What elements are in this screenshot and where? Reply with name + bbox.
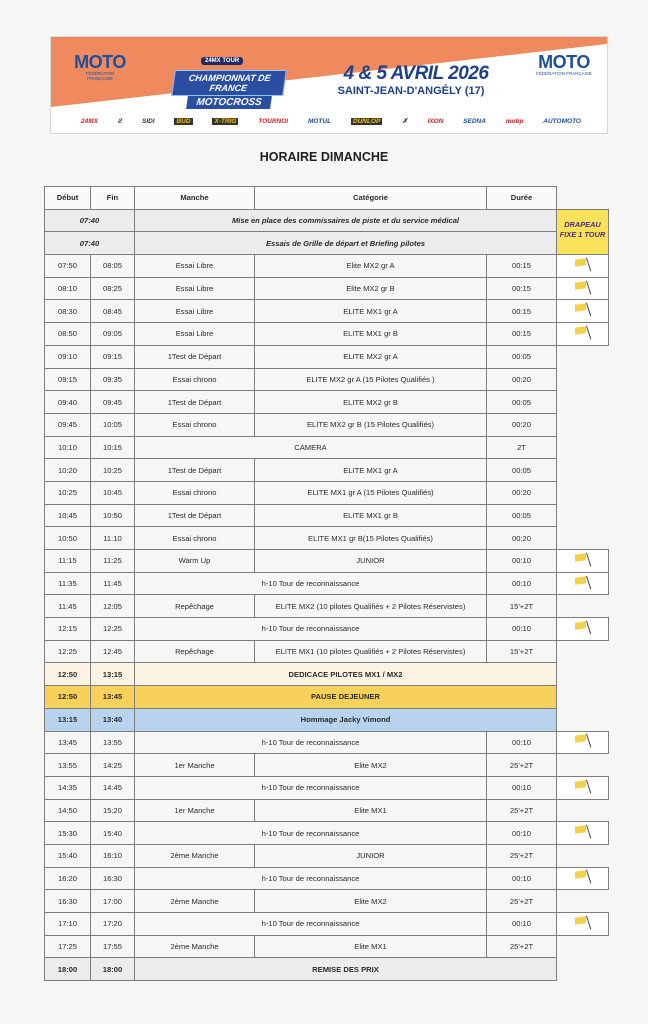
event-description: h-10 Tour de reconnaissance <box>135 572 487 595</box>
flag-spacer <box>557 413 609 436</box>
session-type: 2ème Manche <box>135 890 255 913</box>
event-description: DEDICACE PILOTES MX1 / MX2 <box>135 663 557 686</box>
start-time: 07:40 <box>45 209 135 232</box>
ffm-logo-left <box>73 53 127 81</box>
sponsor-logo: X-TRIG <box>214 117 237 125</box>
start-time: 13:55 <box>45 754 91 777</box>
table-row <box>45 209 609 232</box>
table-row <box>45 618 609 641</box>
end-time: 10:50 <box>91 504 135 527</box>
sponsor-logo: motip <box>505 117 524 125</box>
table-row <box>45 481 609 504</box>
start-time: 07:40 <box>45 232 135 255</box>
start-time: 07:50 <box>45 255 91 278</box>
yellow-flag-icon <box>574 281 592 295</box>
start-time: 15:40 <box>45 844 91 867</box>
flag-cell <box>557 550 609 573</box>
start-time: 12:25 <box>45 640 91 663</box>
table-row <box>45 776 609 799</box>
sponsor-logo: 24MX <box>81 117 98 125</box>
duration: 00:10 <box>487 776 557 799</box>
event-description: h-10 Tour de reconnaissance <box>135 731 487 754</box>
ffm-logo-sub: FÉDÉRATION FRANÇAISE <box>85 71 115 81</box>
end-time: 10:45 <box>91 481 135 504</box>
table-row <box>45 686 609 709</box>
table-row <box>45 595 609 618</box>
start-time: 08:10 <box>45 277 91 300</box>
end-time: 15:40 <box>91 822 135 845</box>
category: JUNIOR <box>255 844 487 867</box>
flag-spacer <box>557 436 609 459</box>
duration: 00:10 <box>487 618 557 641</box>
page-title: HORAIRE DIMANCHE <box>259 150 389 164</box>
table-row <box>45 822 609 845</box>
start-time: 10:50 <box>45 527 91 550</box>
start-time: 16:20 <box>45 867 91 890</box>
duration: 25'+2T <box>487 754 557 777</box>
start-time: 12:50 <box>45 686 91 709</box>
end-time: 09:15 <box>91 345 135 368</box>
duration: 00:10 <box>487 822 557 845</box>
duration: 00:15 <box>487 323 557 346</box>
start-time: 12:15 <box>45 618 91 641</box>
flag-cell <box>557 572 609 595</box>
flag-cell <box>557 776 609 799</box>
sponsor-logo: TOURNOI <box>258 117 289 125</box>
category: ELITE MX1 gr A (15 Pilotes Qualifiés) <box>255 481 487 504</box>
duration: 00:20 <box>487 413 557 436</box>
flag-spacer <box>557 686 609 709</box>
end-time: 09:45 <box>91 391 135 414</box>
duration: 00:15 <box>487 277 557 300</box>
yellow-flag-icon <box>574 326 592 340</box>
category: JUNIOR <box>255 550 487 573</box>
table-row <box>45 844 609 867</box>
end-time: 17:20 <box>91 913 135 936</box>
event-description: REMISE DES PRIX <box>135 958 557 981</box>
table-row <box>45 958 609 981</box>
flag-spacer <box>557 504 609 527</box>
end-time: 10:15 <box>91 436 135 459</box>
yellow-flag-icon <box>574 734 592 748</box>
session-type: Essai chrono <box>135 481 255 504</box>
table-row <box>45 504 609 527</box>
duration: 00:20 <box>487 481 557 504</box>
table-row <box>45 913 609 936</box>
flag-cell <box>557 255 609 278</box>
event-description: h-10 Tour de reconnaissance <box>135 618 487 641</box>
category: Elite MX1 <box>255 935 487 958</box>
end-time: 15:20 <box>91 799 135 822</box>
end-time: 13:55 <box>91 731 135 754</box>
session-type: 1Test de Départ <box>135 345 255 368</box>
category: ELITE MX1 gr A <box>255 300 487 323</box>
table-row <box>45 413 609 436</box>
start-time: 10:20 <box>45 459 91 482</box>
end-time: 16:10 <box>91 844 135 867</box>
end-time: 10:05 <box>91 413 135 436</box>
table-row <box>45 345 609 368</box>
yellow-flag-icon <box>574 621 592 635</box>
flag-spacer <box>557 844 609 867</box>
table-row <box>45 867 609 890</box>
event-dates: 4 & 5 AVRIL 2026 <box>343 63 489 84</box>
flag-spacer <box>557 799 609 822</box>
end-time: 09:35 <box>91 368 135 391</box>
end-time: 17:55 <box>91 935 135 958</box>
category: ELITE MX2 gr A (15 Pilotes Qualifiés ) <box>255 368 487 391</box>
end-time: 12:45 <box>91 640 135 663</box>
table-row <box>45 890 609 913</box>
header-duree: Durée <box>487 187 557 210</box>
start-time: 09:15 <box>45 368 91 391</box>
sponsor-logo: ✗ <box>402 118 408 125</box>
duration: 00:15 <box>487 255 557 278</box>
flag-cell <box>557 277 609 300</box>
yellow-flag-icon <box>574 553 592 567</box>
category: ELITE MX1 gr B(15 Pilotes Qualifiés) <box>255 527 487 550</box>
yellow-flag-icon <box>574 870 592 884</box>
championship-subtitle: MOTOCROSS <box>186 96 272 109</box>
session-type: Warm Up <box>135 550 255 573</box>
flag-cell <box>557 822 609 845</box>
start-time: 17:25 <box>45 935 91 958</box>
ffm-logo-word: MOTO <box>538 52 590 72</box>
category: ELITE MX2 gr A <box>255 345 487 368</box>
category: ELITE MX1 (10 pilotes Qualifiés + 2 Pilotes Réservistes) <box>255 640 487 663</box>
table-row <box>45 300 609 323</box>
flag-spacer <box>557 345 609 368</box>
yellow-flag-icon <box>574 780 592 794</box>
session-type: Essai Libre <box>135 255 255 278</box>
session-type: Essai chrono <box>135 527 255 550</box>
header-fin: Fin <box>91 187 135 210</box>
flag-spacer <box>557 527 609 550</box>
end-time: 08:45 <box>91 300 135 323</box>
end-time: 12:25 <box>91 618 135 641</box>
championship-logo <box>173 49 285 108</box>
yellow-flag-icon <box>574 825 592 839</box>
flag-spacer <box>557 391 609 414</box>
end-time: 17:00 <box>91 890 135 913</box>
event-description: PAUSE DEJEUNER <box>135 686 557 709</box>
table-row <box>45 255 609 278</box>
tour-badge: 24MX TOUR <box>201 57 243 65</box>
session-type: 2ème Manche <box>135 935 255 958</box>
table-row <box>45 799 609 822</box>
flag-spacer <box>557 708 609 731</box>
championship-title: CHAMPIONNAT DE FRANCE <box>171 70 287 96</box>
end-time: 13:40 <box>91 708 135 731</box>
table-row <box>45 391 609 414</box>
yellow-flag-icon <box>574 303 592 317</box>
sponsor-logo: MOTUL <box>307 117 332 125</box>
category: Elite MX2 <box>255 754 487 777</box>
flag-spacer <box>557 595 609 618</box>
duration: 15'+2T <box>487 640 557 663</box>
start-time: 09:10 <box>45 345 91 368</box>
start-time: 10:25 <box>45 481 91 504</box>
event-description: Mise en place des commissaires de piste et du service médical <box>135 209 557 232</box>
duration: 00:10 <box>487 550 557 573</box>
start-time: 10:45 <box>45 504 91 527</box>
table-row <box>45 550 609 573</box>
start-time: 17:10 <box>45 913 91 936</box>
sponsor-logo: AUTOMOTO <box>543 117 581 125</box>
table-row <box>45 663 609 686</box>
duration: 00:20 <box>487 527 557 550</box>
sponsor-logo: IXON <box>427 117 444 125</box>
start-time: 15:30 <box>45 822 91 845</box>
flag-cell <box>557 867 609 890</box>
session-type: 1er Manche <box>135 754 255 777</box>
event-description: h-10 Tour de reconnaissance <box>135 867 487 890</box>
end-time: 18:00 <box>91 958 135 981</box>
end-time: 11:10 <box>91 527 135 550</box>
category: ELITE MX2 gr B <box>255 391 487 414</box>
category: Elite MX2 gr A <box>255 255 487 278</box>
flag-spacer <box>557 481 609 504</box>
drapeau-note: DRAPEAU FIXE 1 TOUR <box>557 209 609 254</box>
category: ELITE MX2 gr B (15 Pilotes Qualifiés) <box>255 413 487 436</box>
flag-cell <box>557 300 609 323</box>
table-row <box>45 436 609 459</box>
duration: 25'+2T <box>487 935 557 958</box>
start-time: 10:10 <box>45 436 91 459</box>
event-description: Hommage Jacky Vimond <box>135 708 557 731</box>
table-row <box>45 708 609 731</box>
event-description: Essais de Grille de départ et Briefing pilotes <box>135 232 557 255</box>
duration: 00:20 <box>487 368 557 391</box>
end-time: 14:45 <box>91 776 135 799</box>
table-row <box>45 368 609 391</box>
table-row <box>45 277 609 300</box>
category: ELITE MX2 (10 pilotes Qualifiés + 2 Pilotes Réservistes) <box>255 595 487 618</box>
event-banner <box>50 36 608 134</box>
flag-spacer <box>557 935 609 958</box>
duration: 00:05 <box>487 459 557 482</box>
category: Elite MX1 <box>255 799 487 822</box>
event-description: h-10 Tour de reconnaissance <box>135 822 487 845</box>
session-type: Essai Libre <box>135 300 255 323</box>
duration: 00:05 <box>487 391 557 414</box>
yellow-flag-icon <box>574 576 592 590</box>
table-row <box>45 232 609 255</box>
end-time: 11:45 <box>91 572 135 595</box>
end-time: 10:25 <box>91 459 135 482</box>
event-description: CAMERA <box>135 436 487 459</box>
session-type: 1Test de Départ <box>135 504 255 527</box>
session-type: 1Test de Départ <box>135 391 255 414</box>
session-type: Essai chrono <box>135 413 255 436</box>
duration: 00:10 <box>487 867 557 890</box>
header-spacer <box>557 187 609 210</box>
table-row <box>45 754 609 777</box>
flag-cell <box>557 323 609 346</box>
table-row <box>45 731 609 754</box>
flag-spacer <box>557 754 609 777</box>
flag-spacer <box>557 663 609 686</box>
event-description: h-10 Tour de reconnaissance <box>135 913 487 936</box>
start-time: 13:45 <box>45 731 91 754</box>
schedule-table <box>44 186 609 981</box>
header-categorie: Catégorie <box>255 187 487 210</box>
flag-spacer <box>557 958 609 981</box>
start-time: 11:45 <box>45 595 91 618</box>
duration: 00:05 <box>487 504 557 527</box>
flag-spacer <box>557 890 609 913</box>
start-time: 14:50 <box>45 799 91 822</box>
session-type: 1Test de Départ <box>135 459 255 482</box>
session-type: Essai Libre <box>135 277 255 300</box>
start-time: 09:45 <box>45 413 91 436</box>
session-type: 2ème Manche <box>135 844 255 867</box>
ffm-logo-sub: FÉDÉRATION FRANÇAISE <box>536 71 592 76</box>
event-venue: SAINT-JEAN-D'ANGÉLY (17) <box>337 85 485 97</box>
end-time: 11:25 <box>91 550 135 573</box>
start-time: 14:35 <box>45 776 91 799</box>
header-debut: Début <box>45 187 91 210</box>
duration: 15'+2T <box>487 595 557 618</box>
end-time: 08:25 <box>91 277 135 300</box>
table-row <box>45 527 609 550</box>
session-type: Essai Libre <box>135 323 255 346</box>
start-time: 16:30 <box>45 890 91 913</box>
start-time: 18:00 <box>45 958 91 981</box>
sponsor-logo: SIDI <box>141 117 155 125</box>
sponsor-logo: Ƨ <box>117 117 123 125</box>
duration: 00:15 <box>487 300 557 323</box>
duration: 2T <box>487 436 557 459</box>
session-type: Repêchage <box>135 595 255 618</box>
flag-cell <box>557 731 609 754</box>
end-time: 08:05 <box>91 255 135 278</box>
table-row <box>45 572 609 595</box>
sponsor-logo: BUD <box>176 117 191 125</box>
table-row <box>45 459 609 482</box>
start-time: 08:50 <box>45 323 91 346</box>
flag-spacer <box>557 640 609 663</box>
category: ELITE MX1 gr A <box>255 459 487 482</box>
yellow-flag-icon <box>574 916 592 930</box>
start-time: 11:15 <box>45 550 91 573</box>
ffm-logo-right <box>531 53 597 76</box>
start-time: 13:15 <box>45 708 91 731</box>
table-header-row <box>45 187 609 210</box>
category: ELITE MX1 gr B <box>255 504 487 527</box>
yellow-flag-icon <box>574 258 592 272</box>
start-time: 11:35 <box>45 572 91 595</box>
duration: 25'+2T <box>487 799 557 822</box>
flag-cell <box>557 618 609 641</box>
start-time: 12:50 <box>45 663 91 686</box>
end-time: 16:30 <box>91 867 135 890</box>
table-row <box>45 935 609 958</box>
ffm-logo-word: MOTO <box>74 52 126 72</box>
category: Elite MX2 gr B <box>255 277 487 300</box>
end-time: 13:15 <box>91 663 135 686</box>
table-row <box>45 323 609 346</box>
table-row <box>45 640 609 663</box>
sponsor-logo: SEDNA <box>463 117 486 125</box>
end-time: 13:45 <box>91 686 135 709</box>
category: ELITE MX1 gr B <box>255 323 487 346</box>
end-time: 14:25 <box>91 754 135 777</box>
event-description: h-10 Tour de reconnaissance <box>135 776 487 799</box>
category: Elite MX2 <box>255 890 487 913</box>
session-type: Essai chrono <box>135 368 255 391</box>
start-time: 09:40 <box>45 391 91 414</box>
end-time: 09:05 <box>91 323 135 346</box>
flag-spacer <box>557 459 609 482</box>
header-manche: Manche <box>135 187 255 210</box>
end-time: 12:05 <box>91 595 135 618</box>
sponsor-strip <box>81 115 581 127</box>
duration: 25'+2T <box>487 890 557 913</box>
duration: 00:10 <box>487 731 557 754</box>
sponsor-logo: DUNLOP <box>352 117 381 125</box>
flag-spacer <box>557 368 609 391</box>
flag-cell <box>557 913 609 936</box>
start-time: 08:30 <box>45 300 91 323</box>
duration: 00:05 <box>487 345 557 368</box>
duration: 00:10 <box>487 572 557 595</box>
session-type: 1er Manche <box>135 799 255 822</box>
duration: 25'+2T <box>487 844 557 867</box>
session-type: Repêchage <box>135 640 255 663</box>
duration: 00:10 <box>487 913 557 936</box>
